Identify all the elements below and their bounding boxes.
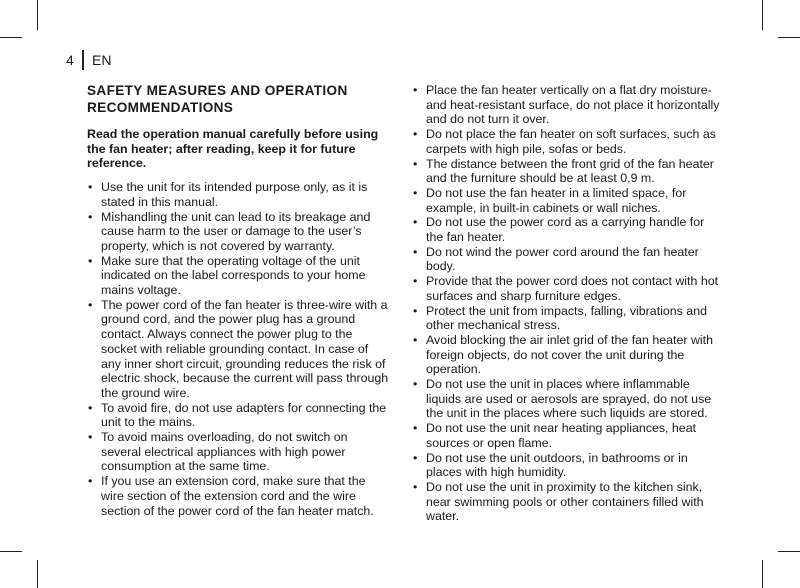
right-bullet-list (412, 83, 720, 524)
bullet-icon: • (413, 83, 418, 97)
list-item (87, 298, 389, 401)
list-item (87, 430, 389, 474)
list-item-text: Do not place the fan heater on soft surfaces, such as carpets with high pile, sofas or beds. (426, 127, 716, 156)
bullet-icon: • (88, 430, 93, 445)
page-header (66, 49, 111, 71)
list-item (412, 377, 720, 421)
list-item-text: To avoid fire, do not use adapters for connecting the unit to the mains. (101, 400, 387, 430)
list-item-text: Do not use the unit in proximity to the kitchen sink, near swimming pools or other containers filled with water. (426, 479, 704, 524)
crop-mark-bottom-left-v (37, 560, 38, 588)
intro-paragraph: Read the operation manual carefully before using the fan heater; after reading, keep it for future reference. (87, 127, 379, 171)
list-item-text: Protect the unit from impacts, falling, vibrations and other mechanical stress. (426, 303, 707, 333)
bullet-icon: • (413, 450, 418, 465)
list-item-text: Do not use the unit outdoors, in bathrooms or in places with high humidity. (426, 450, 688, 480)
list-item (87, 254, 389, 298)
bullet-icon: • (88, 180, 93, 195)
crop-mark-bottom-right-v (762, 560, 763, 588)
list-item-text: Do not use the fan heater in a limited space, for example, in built-in cabinets or wall niches. (426, 185, 687, 215)
list-item-text: Provide that the power cord does not contact with hot surfaces and sharp furniture edges. (426, 274, 719, 303)
page-number: 4 (66, 52, 74, 68)
bullet-icon: • (88, 297, 93, 312)
list-item (412, 333, 720, 377)
section-title-line1: SAFETY MEASURES AND OPERATION (87, 83, 348, 98)
list-item-text: Make sure that the operating voltage of the unit indicated on the label corresponds to your home mains voltage. (101, 253, 366, 298)
bullet-icon: • (88, 253, 93, 268)
crop-mark-top-left-v (37, 0, 38, 30)
list-item (412, 480, 720, 524)
list-item (87, 474, 389, 518)
list-item (87, 210, 389, 254)
bullet-icon: • (413, 377, 418, 392)
list-item-text: The distance between the front grid of the fan heater and the furniture should be at least 0,9 m. (426, 156, 714, 186)
list-item-text: Place the fan heater vertically on a flat dry moisture- and heat-resistant surface, do not place it horizontally and do not turn it over. (426, 83, 720, 127)
list-item (412, 127, 720, 156)
bullet-icon: • (413, 274, 418, 289)
list-item (412, 215, 720, 244)
list-item (412, 186, 720, 215)
left-column (87, 82, 389, 518)
bullet-icon: • (413, 185, 418, 200)
crop-mark-bottom-left-h (0, 551, 22, 552)
header-separator (82, 50, 84, 70)
section-title-line2: RECOMMENDATIONS (87, 100, 234, 115)
bullet-icon: • (413, 332, 418, 347)
list-item (87, 180, 389, 209)
list-item-text: If you use an extension cord, make sure that the wire section of the extension cord and the wire section of the power cord of the fan heater match. (101, 474, 374, 518)
list-item-text: Avoid blocking the air inlet grid of the fan heater with foreign objects, do not cover the unit during the operation. (426, 332, 713, 377)
list-item-text: To avoid mains overloading, do not switch on several electrical appliances with high power consumption at the same time. (101, 430, 348, 474)
list-item-text: The power cord of the fan heater is three-wire with a ground cord, and the power plug has a ground contact. Always connect the power plug to the socket with reliable grounding contact. In case of any inner short circuit, grounding reduces the risk of electric shock, because the current will pass through the ground wire. (101, 297, 389, 400)
bullet-icon: • (413, 421, 418, 436)
list-item (412, 83, 720, 127)
bullet-icon: • (413, 215, 418, 230)
bullet-icon: • (413, 303, 418, 318)
language-code: EN (92, 52, 112, 68)
bullet-icon: • (413, 479, 418, 494)
list-item-text: Mishandling the unit can lead to its breakage and cause harm to the user or damage to the user’s property, which is not covered by warranty. (101, 209, 371, 253)
list-item-text: Use the unit for its intended purpose only, as it is stated in this manual. (101, 180, 368, 209)
crop-mark-top-right-v (762, 0, 763, 30)
list-item (412, 245, 720, 274)
bullet-icon: • (413, 244, 418, 259)
list-item-text: Do not use the power cord as a carrying handle for the fan heater. (426, 215, 705, 245)
list-item-text: Do not wind the power cord around the fan heater body. (426, 244, 699, 274)
list-item-text: Do not use the unit in places where inflammable liquids are used or aerosols are sprayed, do not use the unit in the places where such liquids are stored. (426, 377, 712, 421)
list-item (412, 421, 720, 450)
section-title (87, 82, 389, 116)
bullet-icon: • (413, 127, 418, 142)
bullet-icon: • (88, 209, 93, 224)
list-item (412, 304, 720, 333)
bullet-icon: • (88, 474, 93, 489)
list-item (412, 451, 720, 480)
list-item (412, 274, 720, 303)
list-item-text: Do not use the unit near heating appliances, heat sources or open flame. (426, 421, 697, 450)
bullet-icon: • (413, 156, 418, 171)
list-item (87, 401, 389, 430)
bullet-icon: • (88, 400, 93, 415)
crop-mark-bottom-right-h (778, 551, 800, 552)
right-column (412, 83, 720, 524)
list-item (412, 157, 720, 186)
crop-mark-top-left-h (0, 37, 22, 38)
crop-mark-top-right-h (778, 37, 800, 38)
left-bullet-list (87, 180, 389, 518)
